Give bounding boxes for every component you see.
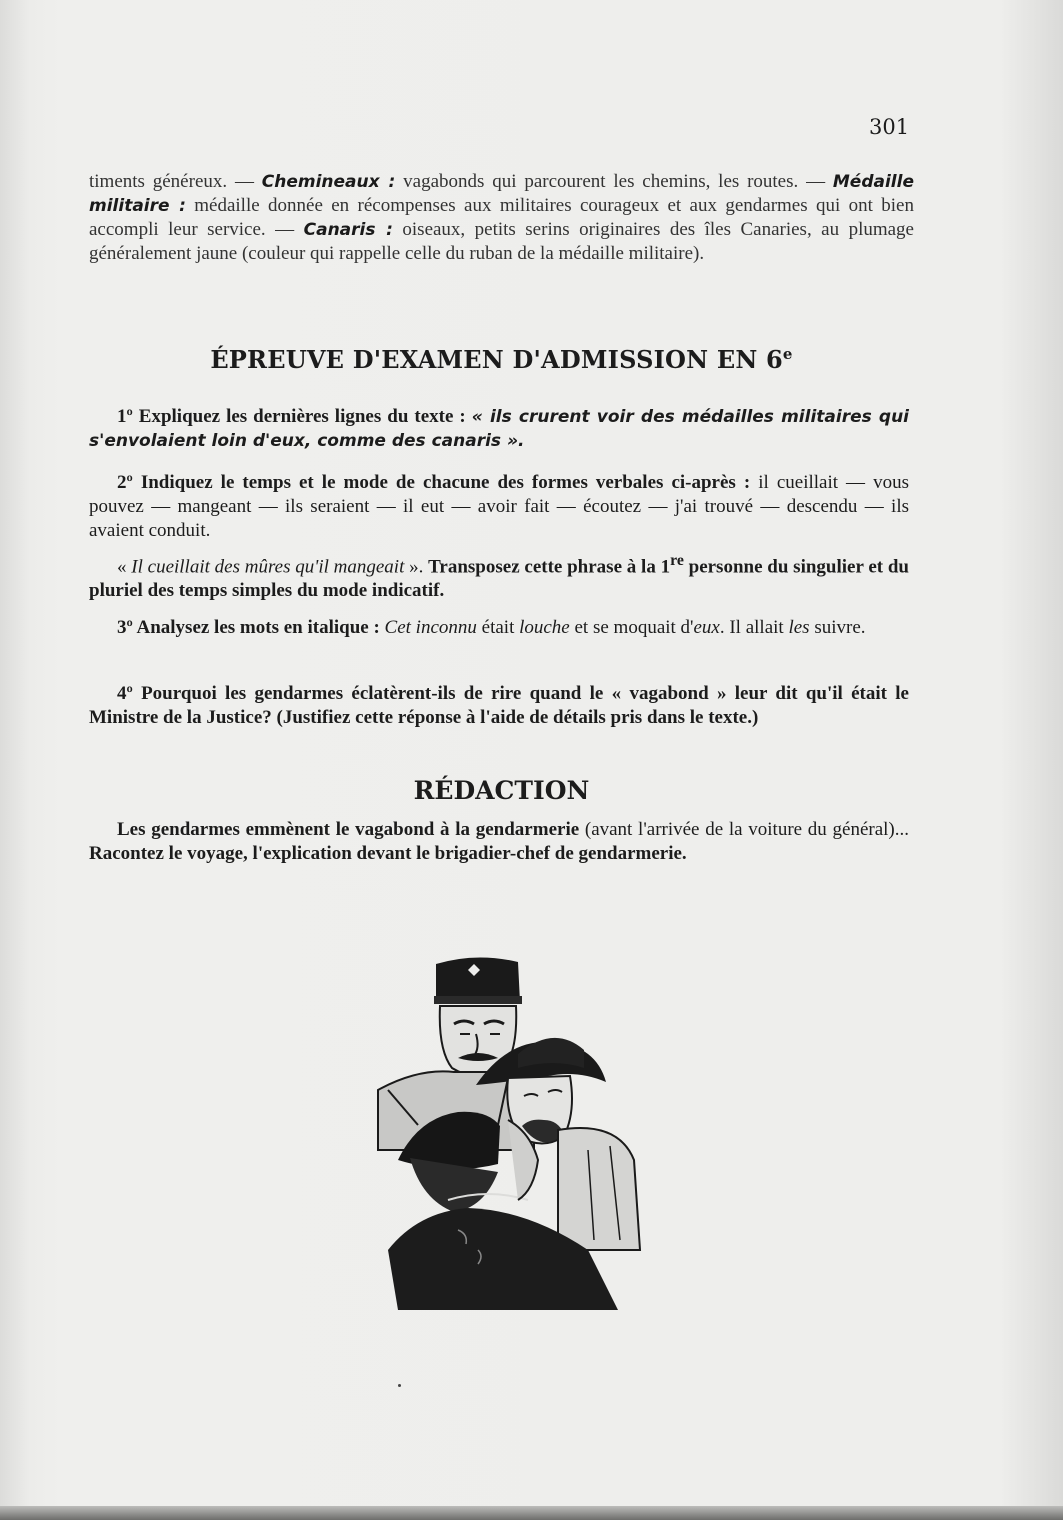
exam-heading: [89, 345, 914, 374]
question-2-instruction-a: Transposez cette phrase à la 1: [428, 556, 671, 578]
question-4-text: Pourquoi les gendarmes éclatèrent-ils de rire quand le « vagabond » leur dit qu'il était le Ministre de la Justice? (Justifiez cette réponse à l'aide de détails pris dans le texte.): [89, 683, 909, 728]
question-3-s8: suivre.: [809, 617, 866, 638]
redaction-normal: (avant l'arrivée de la voiture du général)...: [579, 819, 909, 840]
question-3-s6: . Il allait: [719, 617, 789, 638]
glossary-term-medaille: Médaille militaire :: [89, 172, 914, 216]
question-1-number: 1º: [117, 406, 133, 427]
question-3-s1: Cet inconnu: [384, 617, 477, 638]
question-3-text: Analysez les mots en italique :: [132, 617, 385, 638]
question-2: [89, 471, 909, 543]
page-number: 301: [869, 115, 910, 139]
speck: [398, 1384, 401, 1387]
glossary-term-canaris: Canaris :: [303, 220, 393, 240]
question-3-number: 3º: [117, 617, 133, 638]
glossary-paragraph: [89, 170, 914, 266]
question-3-s4: et se moquait d': [569, 617, 694, 638]
question-2-quote-close: ».: [404, 556, 429, 578]
glossary-text-4: oiseaux, petits serins originaires des îles Canaries, au plumage généralement jaune (couleur qui rappelle celle du ruban de la médaille militaire).: [89, 219, 914, 264]
question-1: [89, 405, 909, 453]
question-2-number: 2º: [117, 472, 133, 493]
question-3: [89, 616, 909, 640]
question-4: [89, 682, 909, 730]
glossary-term-chemineaux: Chemineaux :: [261, 172, 396, 192]
question-3-s5: eux: [693, 617, 720, 638]
illustration-gendarmes-vagabond: [358, 950, 658, 1322]
redaction-heading: RÉDACTION: [413, 776, 590, 805]
glossary-text-3: médaille donnée en récompenses aux militaires courageux et aux gendarmes qui ont bien accompli leur service. —: [89, 195, 914, 240]
redaction-paragraph: [89, 818, 909, 866]
exam-heading-text: ÉPREUVE D'EXAMEN D'ADMISSION EN 6: [210, 345, 783, 374]
question-2-instruction-sup: re: [670, 552, 684, 569]
redaction-bold-2: Racontez le voyage, l'explication devant le brigadier-chef de gendarmerie.: [89, 843, 687, 864]
glossary-text-2: vagabonds qui parcourent les chemins, les routes. —: [395, 171, 833, 192]
question-3-s7: les: [788, 617, 810, 638]
glossary-text-1: timents généreux. —: [89, 171, 262, 192]
question-4-number: 4º: [117, 683, 133, 704]
question-1-text: Expliquez les dernières lignes du texte :: [132, 406, 472, 427]
question-3-s2: était: [476, 617, 520, 638]
question-2-quote: Il cueillait des mûres qu'il mangeait: [131, 556, 405, 578]
question-2-quote-open: «: [117, 556, 132, 578]
exam-heading-sup: e: [782, 345, 793, 363]
redaction-bold-1: Les gendarmes emmènent le vagabond à la gendarmerie: [117, 819, 580, 840]
question-2-instruction-b: personne du singulier et du pluriel des temps simples du mode indicatif.: [89, 556, 909, 602]
question-3-s3: louche: [519, 617, 570, 638]
question-1-quote: « ils crurent voir des médailles militaires qui s'envolaient loin d'eux, comme des canaris ».: [89, 407, 910, 451]
question-2-transposition: [89, 549, 909, 603]
question-2-text: Indiquez le temps et le mode de chacune des formes verbales ci-après :: [132, 472, 751, 493]
scan-edge: [0, 1506, 1063, 1520]
question-2-forms: il cueillait — vous pouvez — mangeant — ils seraient — il eut — avoir fait — écoutez — j'ai trouvé — descendu — ils avaient conduit.: [89, 472, 909, 541]
